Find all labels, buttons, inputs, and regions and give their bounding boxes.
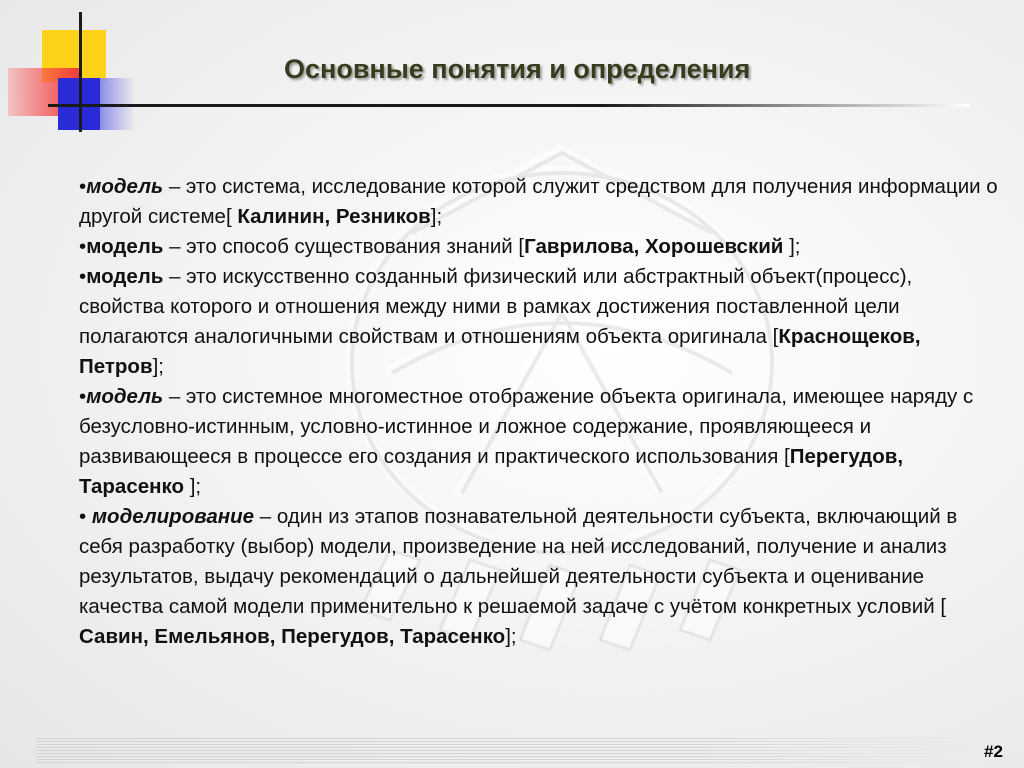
- definition-text: – это система, исследование которой служит средством для получения информации о другой системе[: [79, 175, 998, 228]
- bullet: •: [79, 235, 87, 258]
- vertical-rule: [79, 12, 82, 132]
- definition-end: ];: [430, 205, 443, 228]
- title-underline: [48, 104, 970, 107]
- page-number: #2: [984, 742, 1003, 761]
- definition-text: – это системное многоместное отображение объекта оригинала, имеющее наряду с безусловно-истинным, условно-истинное и ложное содержание, проявляющееся и развивающееся в процессе его создания и практического использования [: [79, 385, 974, 468]
- definitions-list: [79, 172, 999, 652]
- slide-title: Основные понятия и определения: [284, 54, 751, 84]
- definition-end: ];: [789, 235, 801, 258]
- bullet: •: [79, 175, 87, 198]
- definition-text: – это способ существования знаний [: [163, 235, 525, 258]
- definition-item: [79, 262, 999, 382]
- definition-term: модель: [86, 235, 164, 258]
- definition-item: [79, 382, 999, 502]
- definition-end: ];: [505, 625, 517, 648]
- definition-reference: Перегудов, Тарасенко: [79, 445, 904, 498]
- definition-text: – один из этапов познавательной деятельности субъекта, включающий в себя разработку (выбор) модели, произведение на ней исследований, получение и анализ результатов, выдачу рекомендаций о дальнейшей деятельности субъекта и оценивание качества самой модели применительно к решаемой задаче с учётом конкретных условий [: [79, 505, 958, 618]
- footer-stripes: [36, 738, 976, 764]
- definition-reference: Калинин, Резников: [237, 205, 431, 228]
- definition-term: модель: [86, 385, 164, 408]
- definition-reference: Гаврилова, Хорошевский: [524, 235, 790, 258]
- definition-item: [79, 232, 999, 262]
- definition-end: ];: [189, 475, 202, 498]
- definition-reference: Савин, Емельянов, Перегудов, Тарасенко: [79, 625, 506, 648]
- definition-item: [79, 172, 999, 232]
- definition-term: модель: [86, 175, 164, 198]
- definition-term: модель: [86, 265, 164, 288]
- definition-item: [79, 502, 999, 652]
- definition-reference: Краснощеков, Петров: [79, 325, 921, 378]
- bullet: •: [79, 505, 87, 528]
- definition-end: ];: [152, 355, 164, 378]
- definition-term: моделирование: [91, 505, 255, 528]
- definition-text: – это искусственно созданный физический или абстрактный объект(процесс), свойства которого и отношения между ними в рамках достижения поставленной цели полагаются аналогичными свойствам и отношениям объекта оригинала [: [79, 265, 913, 348]
- bullet: •: [79, 265, 87, 288]
- bullet: •: [79, 385, 87, 408]
- corner-decoration: [0, 0, 140, 140]
